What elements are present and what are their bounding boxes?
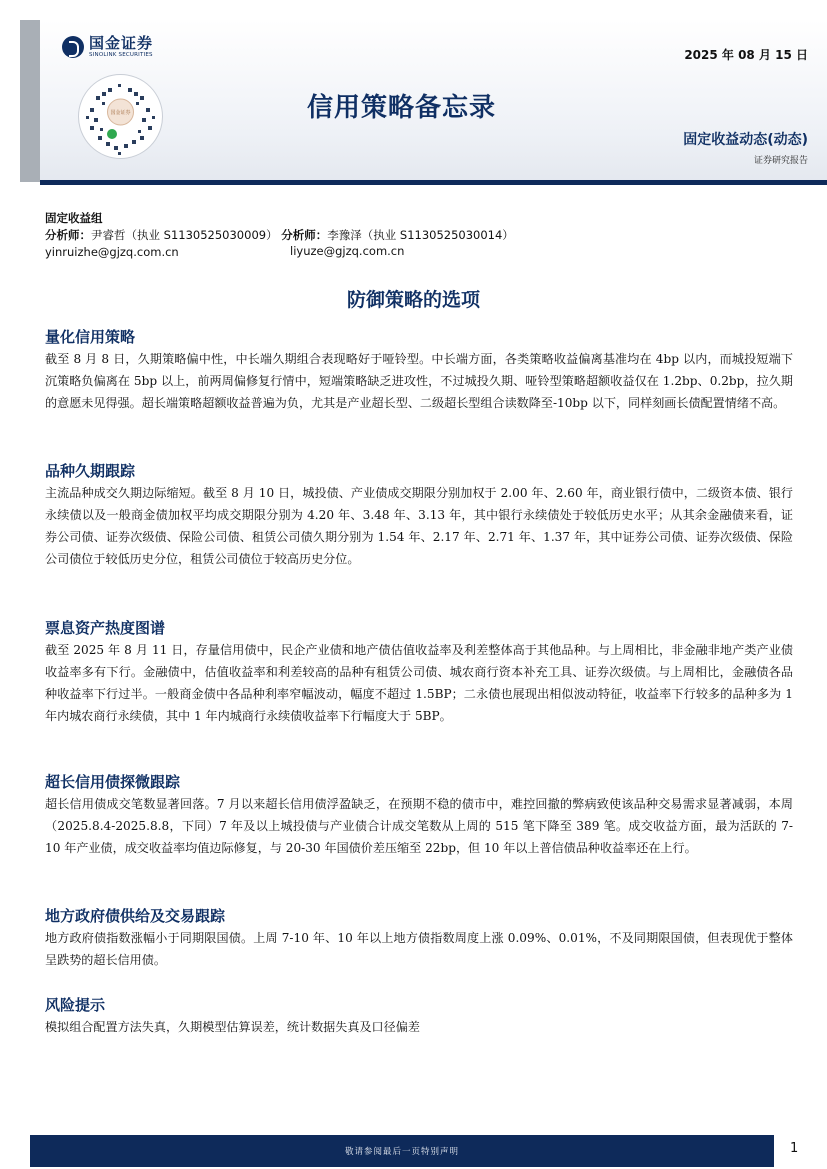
analyst-email-b[interactable]: liyuze@gjzq.com.cn: [290, 244, 405, 258]
section-local-gov-bonds: [45, 905, 793, 972]
article-title: 防御策略的选项: [346, 289, 480, 311]
section-quant-credit-strategy: [45, 326, 793, 415]
report-date: 2025 年 08 月 15 日: [684, 48, 808, 62]
report-category: 证券研究报告: [753, 156, 808, 166]
banner-side-strip: [20, 20, 40, 182]
section-ultra-long-credit: [45, 771, 793, 860]
analyst-label-b: 分析师：: [281, 228, 328, 242]
section-paragraph: 主流品种成交久期边际缩短。截至 8 月 10 日，城投债、产业债成交期限分别加权于 2.00 年、2.60 年，商业银行债中，二级资本债、银行永续债以及一般商金债加权平均成交期限分别为 4.20 年、3.48 年、3.13 年，其中银行永续债处于较低历史水平；从其余金融债来看，证券公司债、证券次级债、保险公司债、租赁公司债久期分别为 1.54 年、2.17 年、2.71 年、1.37 年，其中证券公司债、证券次级债、保险公司债位于较低历史分位，租赁公司债位于较高历史分位。: [45, 486, 793, 566]
report-title: 信用策略备忘录: [307, 93, 497, 123]
svg-text:国金证券: 国金证券: [110, 110, 131, 116]
page-number: 1: [790, 1141, 799, 1156]
logo-english-name: SINOLINK SECURITIES: [89, 52, 153, 58]
analyst-email-a[interactable]: yinruizhe@gjzq.com.cn: [45, 245, 179, 259]
company-logo: [62, 36, 153, 59]
section-paragraph: 截至 2025 年 8 月 11 日，存量信用债中，民企产业债和地产债估值收益率及利差整体高于其他品种。与上周相比，非金融非地产类产业债收益率多有下行。金融债中，估值收益率和利差较高的品种有租赁公司债、城农商行资本补充工具、证券次级债。与上周相比，金融债各品种收益率下行过半。一般商金债中各品种利率窄幅波动，幅度不超过 1.5BP；二永债也展现出相似波动特征，收益率下行较多的品种多为 1 年内城农商行永续债，其中 1 年内城商行永续债收益率下行幅度大于 5BP。: [45, 643, 793, 723]
logo-chinese-name: 国金证券: [89, 34, 154, 52]
logo-icon: [62, 36, 84, 58]
analyst-line: [45, 227, 514, 244]
analyst-name-a: 尹睿哲（执业 S1130525030009）: [91, 228, 278, 242]
footer-bar: [30, 1135, 774, 1167]
section-heading: 超长信用债探微跟踪: [45, 773, 181, 791]
section-heading: 地方政府债供给及交易跟踪: [45, 907, 226, 925]
section-heading: 量化信用策略: [45, 328, 136, 346]
section-heading: 品种久期跟踪: [45, 462, 136, 480]
section-paragraph: 地方政府债指数涨幅小于同期限国债。上周 7-10 年、10 年以上地方债指数周度上涨 0.09%、0.01%，不及同期限国债，但表现优于整体呈跌势的超长信用债。: [45, 931, 793, 967]
section-risk-warning: [45, 994, 793, 1039]
banner-bottom-rule: [40, 180, 827, 185]
section-heading: 风险提示: [45, 996, 106, 1014]
section-heading: 票息资产热度图谱: [45, 619, 166, 637]
analyst-name-b: 李豫泽（执业 S1130525030014）: [327, 228, 514, 242]
research-group: 固定收益组: [45, 211, 103, 225]
section-coupon-heatmap: [45, 617, 793, 728]
report-type: 固定收益动态(动态): [683, 132, 808, 148]
author-block: [45, 210, 514, 261]
section-paragraph: 模拟组合配置方法失真，久期模型估算误差，统计数据失真及口径偏差: [45, 1020, 420, 1034]
qr-code-icon: [78, 74, 163, 159]
section-paragraph: 超长信用债成交笔数显著回落。7 月以来超长信用债浮盈缺乏，在预期不稳的债市中，难控回撤的弊病致使该品种交易需求显著减弱，本周（2025.8.4-2025.8.8，下同）7 年及以上城投债与产业债合计成交笔数从上周的 515 笔下降至 389 笔。成交收益方面，最为活跃的 7-10 年产业债，成交收益率均值边际修复，与 20-30 年国债价差压缩至 22bp，但 10 年以上普信债品种收益率还在上行。: [45, 797, 793, 855]
analyst-label-a: 分析师：: [45, 228, 91, 242]
section-duration-tracking: [45, 460, 793, 571]
footer-disclaimer-notice[interactable]: 敬请参阅最后一页特别声明: [344, 1147, 459, 1157]
section-paragraph: 截至 8 月 8 日，久期策略偏中性，中长端久期组合表现略好于哑铃型。中长端方面，各类策略收益偏离基准均在 4bp 以内，而城投短端下沉策略负偏离在 5bp 以上，前两周偏修复行情中，短端策略缺乏进攻性，不过城投久期、哑铃型策略超额收益仅在 1.2bp、0.2bp，拉久期的意愿未见得强。超长端策略超额收益普遍为负，尤其是产业超长型、二级超长型组合读数降至-10bp 以下，同样刻画长债配置情绪不高。: [45, 352, 793, 410]
